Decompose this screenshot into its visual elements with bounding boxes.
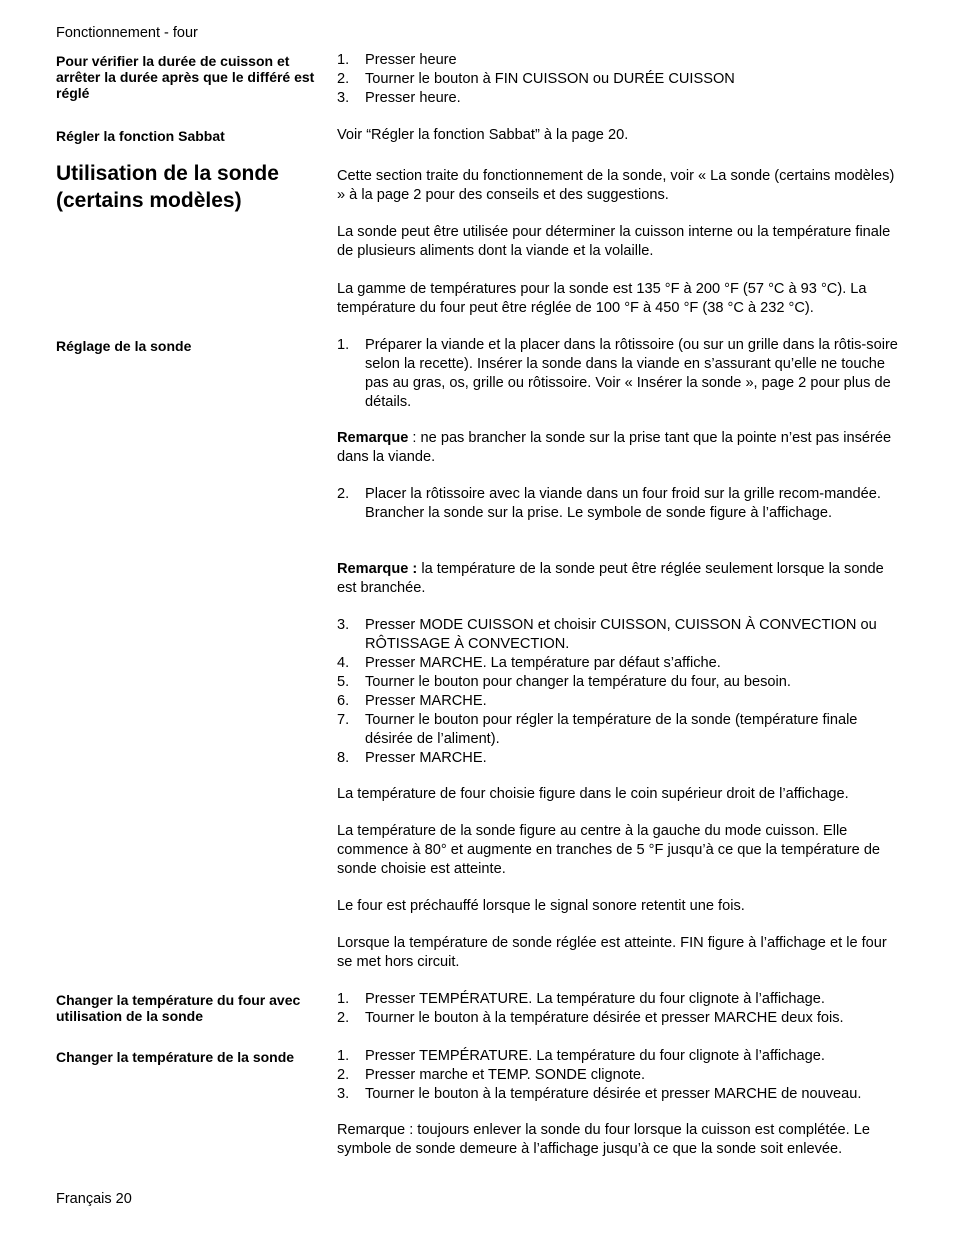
step-text: Presser heure (365, 52, 457, 68)
list-item (337, 89, 902, 108)
step-number: 2. (337, 71, 350, 87)
section-label-change-oven-temp: Changer la température du four avec utilisation de la sonde (56, 992, 301, 1024)
note-paragraph (337, 429, 902, 467)
note-label: Remarque : (337, 561, 418, 577)
step-number: 3. (337, 90, 350, 106)
step-number: 2. (337, 486, 350, 502)
step-number: 2. (337, 1067, 350, 1083)
remove-probe-note: Remarque : toujours enlever la sonde du four lorsque la cuisson est complétée. Le symbole de sonde demeure à l’affichage jusqu’à ce que la sonde soit enlevée. (337, 1122, 870, 1157)
steps-verify-duration (337, 51, 902, 108)
page-number: Français 20 (56, 1191, 132, 1207)
list-item (337, 485, 902, 523)
list-item (337, 654, 902, 673)
step-text: Presser MARCHE. (365, 693, 487, 709)
sabbath-text: Voir “Régler la fonction Sabbat” à la page 20. (337, 127, 629, 143)
list-item (337, 336, 902, 412)
step-number: 5. (337, 674, 350, 690)
probe-intro-paragraph: Cette section traite du fonctionnement de la sonde, voir « La sonde (certains modèles) » à la page 2 pour des conseils et des suggestions. (337, 168, 895, 203)
list-item (337, 1066, 902, 1085)
oven-temp-display-paragraph: La température de four choisie figure dans le coin supérieur droit de l’affichage. (337, 786, 849, 802)
step-text: Placer la rôtissoire avec la viande dans un four froid sur la grille recom-mandée. Brancher la sonde sur la prise. Le symbole de sonde figure à l’affichage. (365, 486, 881, 521)
step-number: 1. (337, 52, 350, 68)
step-text: Tourner le bouton pour régler la température de la sonde (température finale désirée de l’aliment). (365, 712, 858, 747)
note-paragraph (337, 560, 902, 598)
list-item (337, 1085, 902, 1104)
step-text: Presser marche et TEMP. SONDE clignote. (365, 1067, 646, 1083)
step-number: 1. (337, 1048, 350, 1064)
step-text: Presser TEMPÉRATURE. La température du four clignote à l’affichage. (365, 1048, 825, 1064)
probe-setup-step-2 (337, 485, 902, 523)
step-text: Presser heure. (365, 90, 461, 106)
step-number: 1. (337, 991, 350, 1007)
probe-setup-steps (337, 616, 902, 768)
preheat-paragraph: Le four est préchauffé lorsque le signal sonore retentit une fois. (337, 898, 745, 914)
list-item (337, 51, 902, 70)
note-label: Remarque (337, 430, 409, 446)
list-item (337, 692, 902, 711)
step-text: Presser MARCHE. (365, 750, 487, 766)
step-text: Préparer la viande et la placer dans la rôtissoire (ou sur un grille dans la rôtis-soire selon la recette). Insérer la sonde dans la viande en s’assurant qu’elle ne touche pas au gras, os, grille ou rôtissoire. Voir « Insérer la sonde », page 2 pour plus de détails. (365, 337, 898, 410)
probe-range-paragraph: La gamme de températures pour la sonde est 135 °F à 200 °F (57 °C à 93 °C). La température du four peut être réglée de 100 °F à 450 °F (38 °C à 232 °C). (337, 281, 867, 316)
section-label-sabbath: Régler la fonction Sabbat (56, 128, 225, 144)
running-head: Fonctionnement - four (56, 25, 198, 41)
steps-change-probe-temp (337, 1047, 902, 1104)
list-item (337, 673, 902, 692)
step-number: 4. (337, 655, 350, 671)
probe-setup-step-1 (337, 336, 902, 412)
list-item (337, 70, 902, 89)
step-number: 1. (337, 337, 350, 353)
step-number: 8. (337, 750, 350, 766)
section-label-verify-duration: Pour vérifier la durée de cuisson et arrêter la durée après que le différé est réglé (56, 53, 315, 101)
section-label-probe-setup: Réglage de la sonde (56, 338, 192, 354)
section-heading-probe (56, 160, 336, 214)
step-text: Presser TEMPÉRATURE. La température du four clignote à l’affichage. (365, 991, 825, 1007)
list-item (337, 1009, 902, 1028)
step-text: Tourner le bouton à la température désirée et presser MARCHE de nouveau. (365, 1086, 862, 1102)
heading-line: (certains modèles) (56, 189, 242, 212)
probe-temp-display-paragraph: La température de la sonde figure au centre à la gauche du mode cuisson. Elle commence à 80° et augmente en tranches de 5 °F jusqu’à ce que la température de sonde choisie est atteinte. (337, 823, 881, 877)
list-item (337, 616, 902, 654)
note-text: : ne pas brancher la sonde sur la prise tant que la pointe n’est pas insérée dans la viande. (337, 430, 892, 465)
step-text: Tourner le bouton à FIN CUISSON ou DURÉE CUISSON (365, 71, 735, 87)
section-label-change-probe-temp: Changer la température de la sonde (56, 1049, 295, 1065)
step-number: 3. (337, 1086, 350, 1102)
step-number: 3. (337, 617, 350, 633)
step-number: 7. (337, 712, 350, 728)
step-number: 2. (337, 1010, 350, 1026)
steps-change-oven-temp (337, 990, 902, 1028)
list-item (337, 1047, 902, 1066)
fin-paragraph: Lorsque la température de sonde réglée est atteinte. FIN figure à l’affichage et le four se met hors circuit. (337, 935, 887, 970)
step-text: Tourner le bouton à la température désirée et presser MARCHE deux fois. (365, 1010, 844, 1026)
list-item (337, 990, 902, 1009)
step-text: Presser MARCHE. La température par défaut s’affiche. (365, 655, 721, 671)
list-item (337, 711, 902, 749)
step-number: 6. (337, 693, 350, 709)
probe-usage-paragraph: La sonde peut être utilisée pour déterminer la cuisson interne ou la température finale de plusieurs aliments dont la viande et la volaille. (337, 224, 891, 259)
note-text: la température de la sonde peut être réglée seulement lorsque la sonde est branchée. (337, 561, 884, 596)
step-text: Tourner le bouton pour changer la température du four, au besoin. (365, 674, 791, 690)
step-text: Presser MODE CUISSON et choisir CUISSON, CUISSON À CONVECTION ou RÔTISSAGE À CONVECTION. (365, 617, 877, 652)
heading-line: Utilisation de la sonde (56, 162, 279, 185)
list-item (337, 749, 902, 768)
